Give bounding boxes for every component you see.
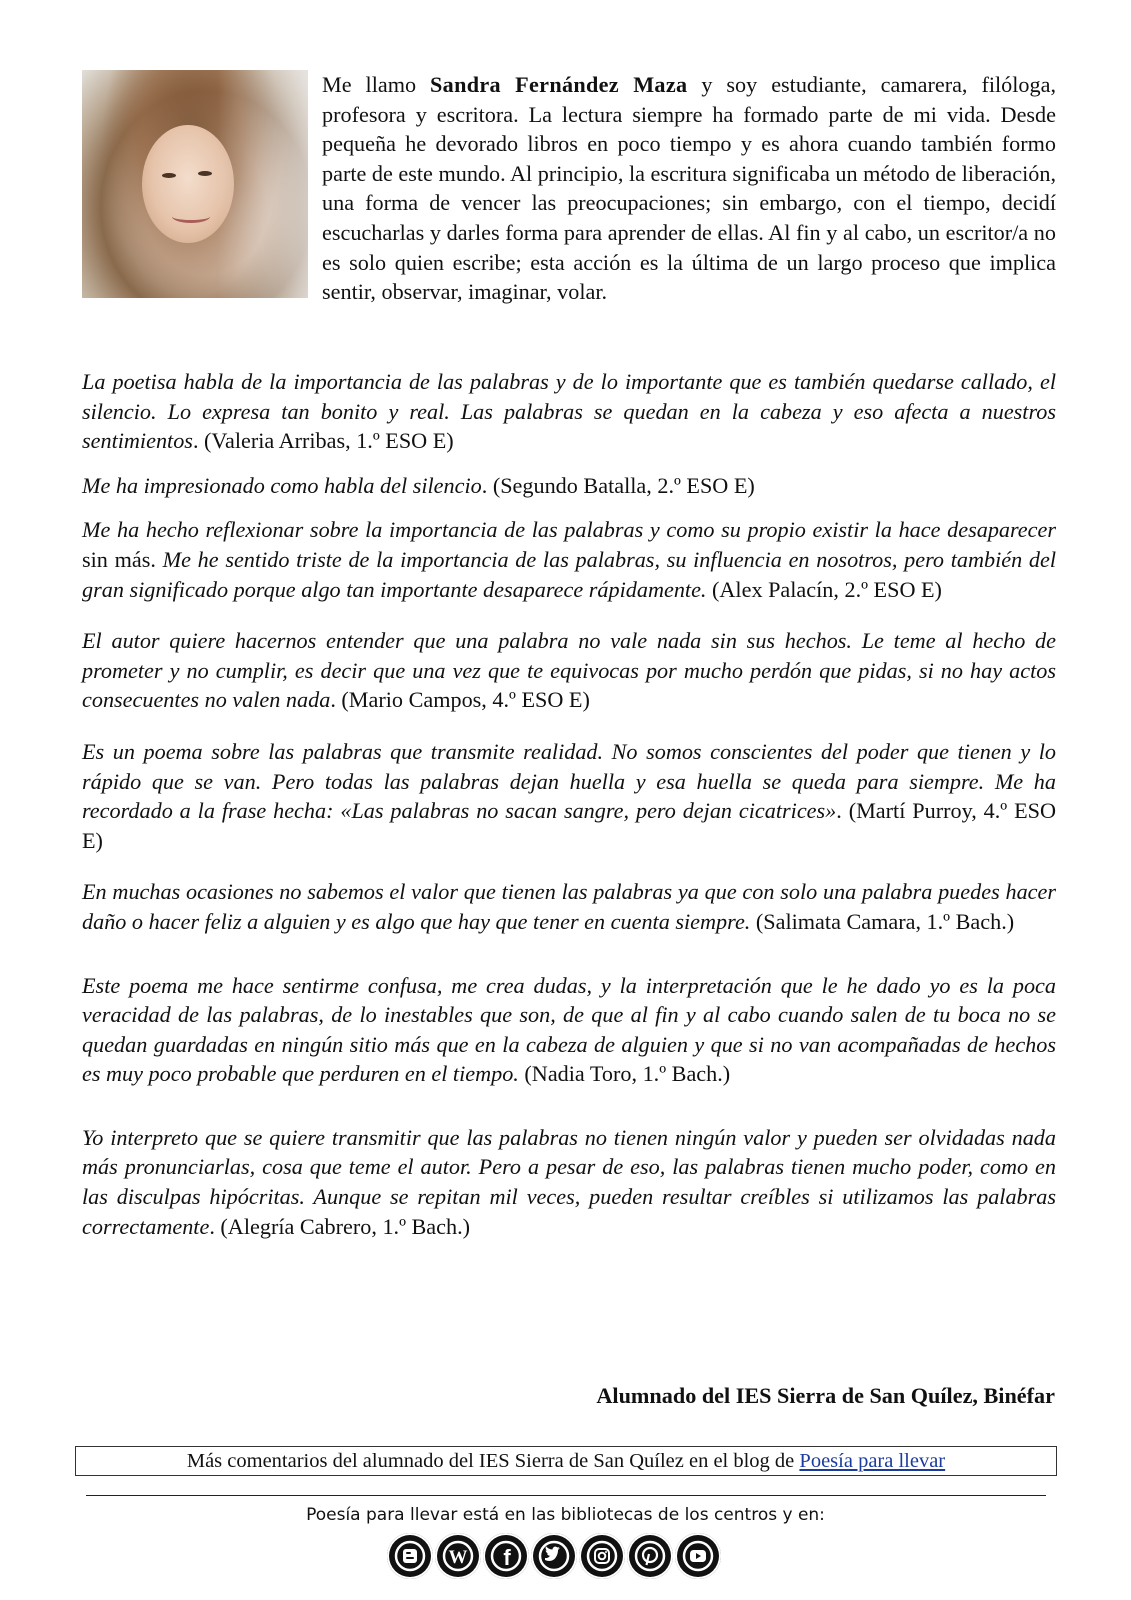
comment-quote: Yo interpreto que se quiere transmitir que las palabras no tienen ningún valor y pueden ser olvidadas nada más pronunciarlas, cosa que teme el autor. Pero a pesar de eso, las palabras tienen mucho poder, como en las disculpas hipócritas. Aunque se repitan mil veces, pueden resultar creíbles si utilizamos las palabras correctamente	[82, 1124, 1056, 1239]
youtube-icon[interactable]	[675, 1533, 721, 1579]
svg-text:f: f	[503, 1545, 511, 1570]
author-bio	[82, 70, 1056, 307]
blogger-icon[interactable]	[387, 1533, 433, 1579]
author-name: Sandra Fernández Maza	[430, 72, 688, 97]
comment-1	[82, 367, 1056, 456]
comment-author: (Salimata Camara, 1.º Bach.)	[750, 908, 1015, 934]
comment-quote: Es un poema sobre las palabras que transmite realidad. No somos conscientes del poder que tienen y lo rápido que se van. Pero todas las palabras dejan huella y esa huella se queda para siempre. Me ha recordado a la frase hecha: «Las palabras no sacan sangre, pero dejan cicatrices»	[82, 738, 1056, 824]
instagram-icon[interactable]	[579, 1533, 625, 1579]
comment-7	[82, 971, 1056, 1089]
comment-plain-text: sin más.	[82, 546, 163, 572]
pinterest-icon[interactable]	[627, 1533, 673, 1579]
comment-2	[82, 471, 1056, 501]
facebook-icon[interactable]	[483, 1533, 529, 1579]
bio-text: y soy estudiante, camarera, filóloga, profesora y escritora. La lectura siempre ha formado parte de mi vida. Desde pequeña he devorado libros en poco tiempo y es ahora cuando también formo parte de este mundo. Al principio, la escritura significaba un método de liberación, una forma de vencer las preocupaciones; sin embargo, con el tiempo, decidí escucharlas y darles forma para aprender de ellas. Al fin y al cabo, un escritor/a no es solo quien escribe; esta acción es la última de un largo proceso que implica sentir, observar, imaginar, volar.	[322, 72, 1057, 305]
footer-divider	[86, 1495, 1046, 1496]
blog-link-box	[75, 1446, 1057, 1476]
comment-author: . (Valeria Arribas, 1.º ESO E)	[192, 428, 454, 454]
comment-quote-continued: Me he sentido triste de la importancia de las palabras, su influencia en nosotros, pero también del gran significado porque algo tan importante desaparece rápidamente.	[82, 546, 1056, 602]
blog-link[interactable]: Poesía para llevar	[799, 1450, 946, 1472]
comment-5	[82, 737, 1056, 855]
comment-quote: Me ha impresionado como habla del silencio	[82, 472, 482, 498]
comment-3	[82, 515, 1056, 604]
comment-quote: Este poema me hace sentirme confusa, me crea dudas, y la interpretación que le he dado yo es la poca veracidad de las palabras, de lo inestables que son, de que al fin y al cabo cuando salen de tu boca no se quedan guardadas en ningún sitio más que en la cabeza de alguien y que si no van acompañadas de hechos es muy poco probable que perduren en el tiempo.	[82, 972, 1056, 1087]
blog-link-text: Más comentarios del alumnado del IES Sierra de San Quílez en el blog de	[186, 1450, 800, 1472]
footer-note: Poesía para llevar está en las bibliotecas de los centros y en:	[306, 1505, 825, 1525]
comment-author: (Alex Palacín, 2.º ESO E)	[706, 576, 942, 602]
svg-text:W: W	[448, 1547, 468, 1568]
comment-4	[82, 626, 1056, 715]
bio-intro: Me llamo	[322, 72, 431, 97]
comment-author: (Nadia Toro, 1.º Bach.)	[518, 1061, 731, 1087]
student-comments	[82, 367, 1056, 1241]
wordpress-icon[interactable]	[435, 1533, 481, 1579]
comment-quote: Me ha hecho reflexionar sobre la importancia de las palabras y como su propio existir la hace desaparecer	[82, 517, 1056, 543]
twitter-icon[interactable]	[531, 1533, 577, 1579]
comment-author: . (Mario Campos, 4.º ESO E)	[330, 687, 590, 713]
comment-author: . (Segundo Batalla, 2.º ESO E)	[481, 472, 755, 498]
author-portrait	[82, 70, 308, 298]
signature: Alumnado del IES Sierra de San Quílez, Binéfar	[596, 1383, 1055, 1408]
comment-6	[82, 877, 1056, 936]
comment-quote: El autor quiere hacernos entender que una palabra no vale nada sin sus hechos. Le teme al hecho de prometer y no cumplir, es decir que una vez que te equivocas por mucho perdón que pidas, si no hay actos consecuentes no valen nada	[82, 628, 1056, 713]
comment-quote: La poetisa habla de la importancia de las palabras y de lo importante que es también quedarse callado, el silencio. Lo expresa tan bonito y real. Las palabras se quedan en la cabeza y eso afecta a nuestros sentimientos	[82, 369, 1056, 454]
comment-author: . (Alegría Cabrero, 1.º Bach.)	[209, 1213, 471, 1239]
social-icons	[387, 1533, 721, 1581]
comment-8	[82, 1123, 1056, 1241]
comment-author: . (Martí Purroy, 4.º ESO E)	[82, 798, 1057, 853]
comment-quote: En muchas ocasiones no sabemos el valor que tienen las palabras ya que con solo una palabra puedes hacer daño o hacer feliz a alguien y es algo que hay que tener en cuenta siempre.	[82, 879, 1056, 934]
